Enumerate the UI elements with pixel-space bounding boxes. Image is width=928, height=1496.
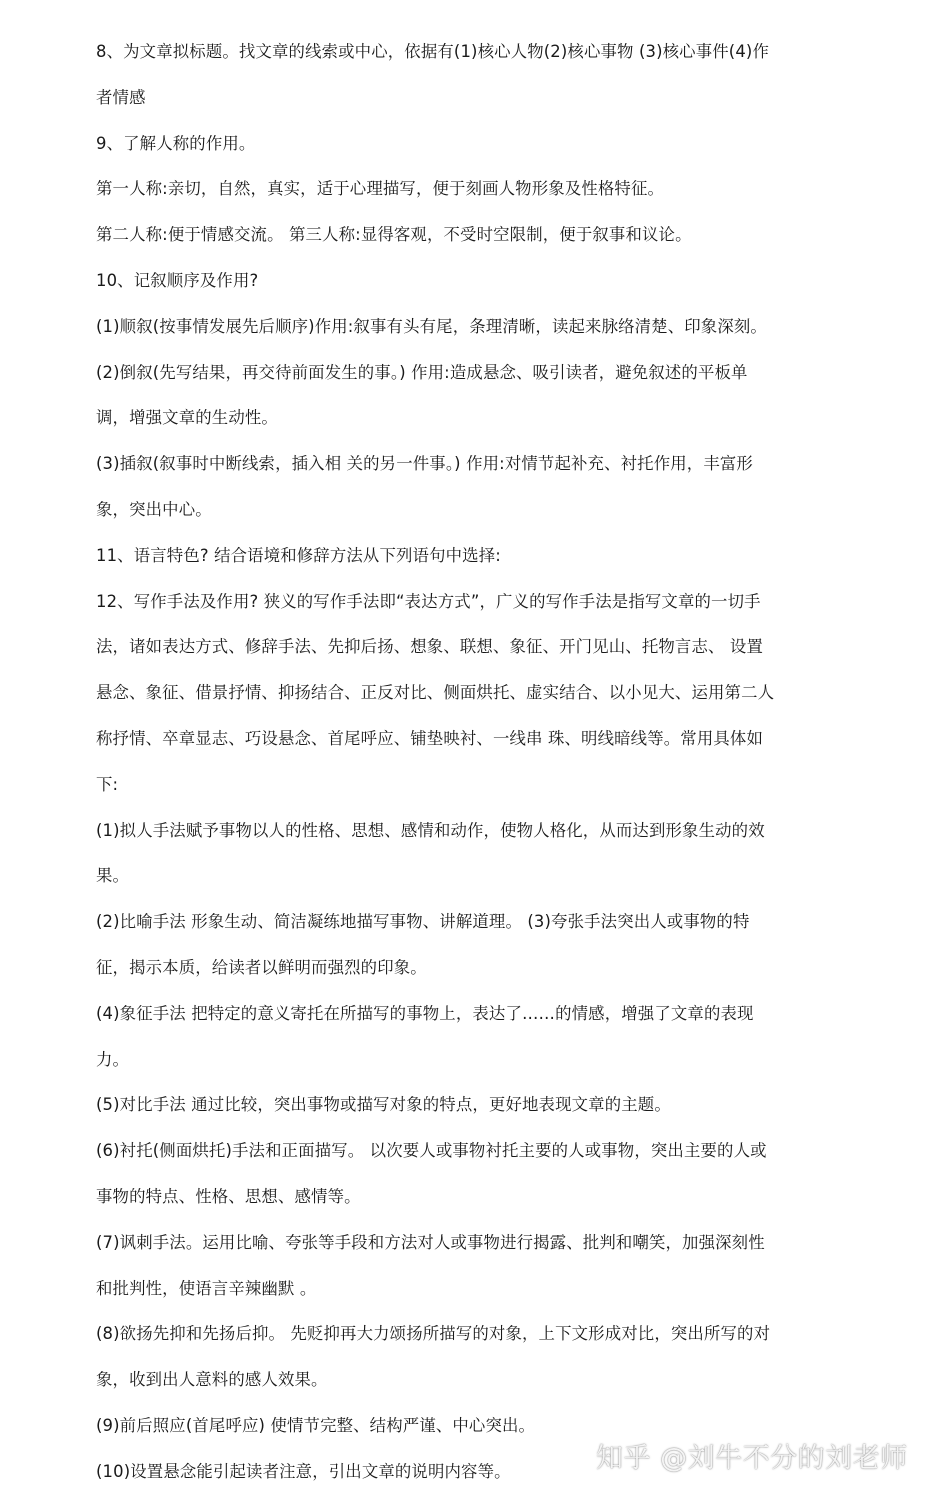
text-line: 12、写作手法及作用? 狭义的写作手法即“表达方式”，广义的写作手法是指写文章的一切手: [96, 591, 761, 611]
text-line: (5)对比手法 通过比较，突出事物或描写对象的特点，更好地表现文章的主题。: [96, 1095, 671, 1115]
text-line: 和批判性，使语言辛辣幽默 。: [96, 1278, 317, 1298]
text-line: 第二人称:便于情感交流。 第三人称:显得客观，不受时空限制，便于叙事和议论。: [96, 225, 692, 245]
text-line: 第一人称:亲切，自然，真实，适于心理描写，便于刻画人物形象及性格特征。: [96, 179, 665, 199]
text-line: 象，突出中心。: [96, 499, 212, 519]
text-line: 力。: [96, 1049, 130, 1069]
text-line: 称抒情、卒章显志、巧设悬念、首尾呼应、铺垫映衬、一线串 珠、明线暗线等。常用具体如: [96, 728, 763, 748]
text-line: 调，增强文章的生动性。: [96, 408, 278, 428]
text-line: 者情感: [96, 87, 146, 107]
text-line: (6)衬托(侧面烘托)手法和正面描写。 以次要人或事物衬托主要的人或事物，突出主要的人或: [96, 1141, 767, 1161]
text-line: 下:: [96, 774, 119, 794]
document-body: [96, 29, 856, 1495]
text-line: 11、语言特色? 结合语境和修辞方法从下列语句中选择:: [96, 545, 501, 565]
text-line: (8)欲扬先抑和先扬后抑。 先贬抑再大力颂扬所描写的对象，上下文形成对比，突出所写的对: [96, 1324, 771, 1344]
text-line: 8、为文章拟标题。找文章的线索或中心，依据有(1)核心人物(2)核心事物 (3)核心事件(4)作: [96, 42, 769, 61]
text-line: (2)比喻手法 形象生动、简洁凝练地描写事物、讲解道理。 (3)夸张手法突出人或事物的特: [96, 912, 750, 932]
text-line: (4)象征手法 把特定的意义寄托在所描写的事物上，表达了……的情感，增强了文章的表现: [96, 1003, 754, 1023]
text-line: (1)拟人手法赋予事物以人的性格、思想、感情和动作，使物人格化，从而达到形象生动的效: [96, 820, 765, 840]
text-line: (7)讽刺手法。运用比喻、夸张等手段和方法对人或事物进行揭露、批判和嘲笑，加强深刻性: [96, 1232, 765, 1252]
text-line: 10、记叙顺序及作用?: [96, 270, 259, 290]
text-line: (3)插叙(叙事时中断线索，插入相 关的另一件事。) 作用:对情节起补充、衬托作用，丰富形: [96, 454, 753, 474]
text-line: (1)顺叙(按事情发展先后顺序)作用:叙事有头有尾，条理清晰，读起来脉络清楚、印象深刻。: [96, 316, 767, 336]
text-line: 果。: [96, 866, 130, 886]
text-line: 悬念、象征、借景抒情、抑扬结合、正反对比、侧面烘托、虚实结合、以小见大、运用第二人: [96, 683, 775, 703]
text-line: (9)前后照应(首尾呼应) 使情节完整、结构严谨、中心突出。: [96, 1415, 536, 1435]
text-line: (10)设置悬念能引起读者注意，引出文章的说明内容等。: [96, 1461, 511, 1481]
text-line: 征，揭示本质，给读者以鲜明而强烈的印象。: [96, 957, 427, 977]
text-line: 法，诸如表达方式、修辞手法、先抑后扬、想象、联想、象征、开门见山、托物言志、 设置: [96, 637, 763, 657]
text-line: 象，收到出人意料的感人效果。: [96, 1370, 328, 1390]
text-line: 事物的特点、性格、思想、感情等。: [96, 1186, 361, 1206]
text-line: (2)倒叙(先写结果，再交待前面发生的事。) 作用:造成悬念、吸引读者，避免叙述的平板单: [96, 362, 748, 382]
text-line: 9、了解人称的作用。: [96, 133, 256, 153]
watermark: 知乎 @刘牛不分的刘老师: [596, 1443, 908, 1474]
